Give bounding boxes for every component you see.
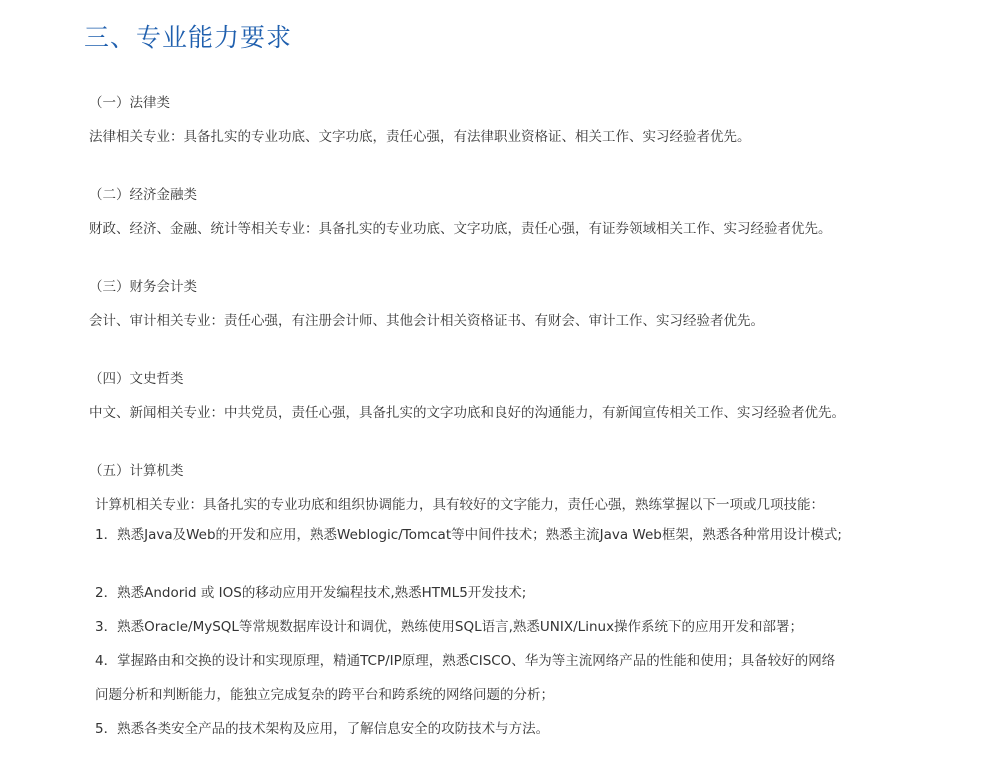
skill-item-4-continued: 问题分析和判断能力，能独立完成复杂的跨平台和跨系统的网络问题的分析； bbox=[95, 687, 554, 703]
skill-item-4: 4．掌握路由和交换的设计和实现原理，精通TCP/IP原理，熟悉CISCO、华为等主流网络产品的性能和使用；具备较好的网络 bbox=[95, 653, 836, 669]
section-intro-computer: 计算机相关专业：具备扎实的专业功底和组织协调能力，具有较好的文字能力，责任心强，熟练掌握以下一项或几项技能： bbox=[95, 497, 824, 513]
section-text-law: 法律相关专业：具备扎实的专业功底、文字功底，责任心强，有法律职业资格证、相关工作、实习经验者优先。 bbox=[89, 129, 751, 145]
section-text-humanities: 中文、新闻相关专业：中共党员，责任心强，具备扎实的文字功底和良好的沟通能力，有新闻宣传相关工作、实习经验者优先。 bbox=[89, 405, 845, 421]
skill-item-5: 5．熟悉各类安全产品的技术架构及应用，了解信息安全的攻防技术与方法。 bbox=[95, 721, 550, 737]
section-text-finance: 财政、经济、金融、统计等相关专业：具备扎实的专业功底、文字功底，责任心强，有证券领域相关工作、实习经验者优先。 bbox=[89, 221, 832, 237]
section-heading-computer: （五）计算机类 bbox=[89, 463, 184, 479]
section-heading-humanities: （四）文史哲类 bbox=[89, 371, 184, 387]
skill-item-2: 2．熟悉Andorid 或 IOS的移动应用开发编程技术,熟悉HTML5开发技术; bbox=[95, 585, 527, 601]
section-heading-law: （一）法律类 bbox=[89, 95, 170, 111]
skill-item-1: 1．熟悉Java及Web的开发和应用，熟悉Weblogic/Tomcat等中间件技术；熟悉主流Java Web框架，熟悉各种常用设计模式; bbox=[95, 527, 842, 543]
section-text-accounting: 会计、审计相关专业：责任心强，有注册会计师、其他会计相关资格证书、有财会、审计工作、实习经验者优先。 bbox=[89, 313, 764, 329]
section-heading-finance: （二）经济金融类 bbox=[89, 187, 197, 203]
section-heading-accounting: （三）财务会计类 bbox=[89, 279, 197, 295]
skill-item-3: 3．熟悉Oracle/MySQL等常规数据库设计和调优，熟练使用SQL语言,熟悉UNIX/Linux操作系统下的应用开发和部署； bbox=[95, 619, 804, 635]
page-title: 三、专业能力要求 bbox=[84, 23, 293, 52]
